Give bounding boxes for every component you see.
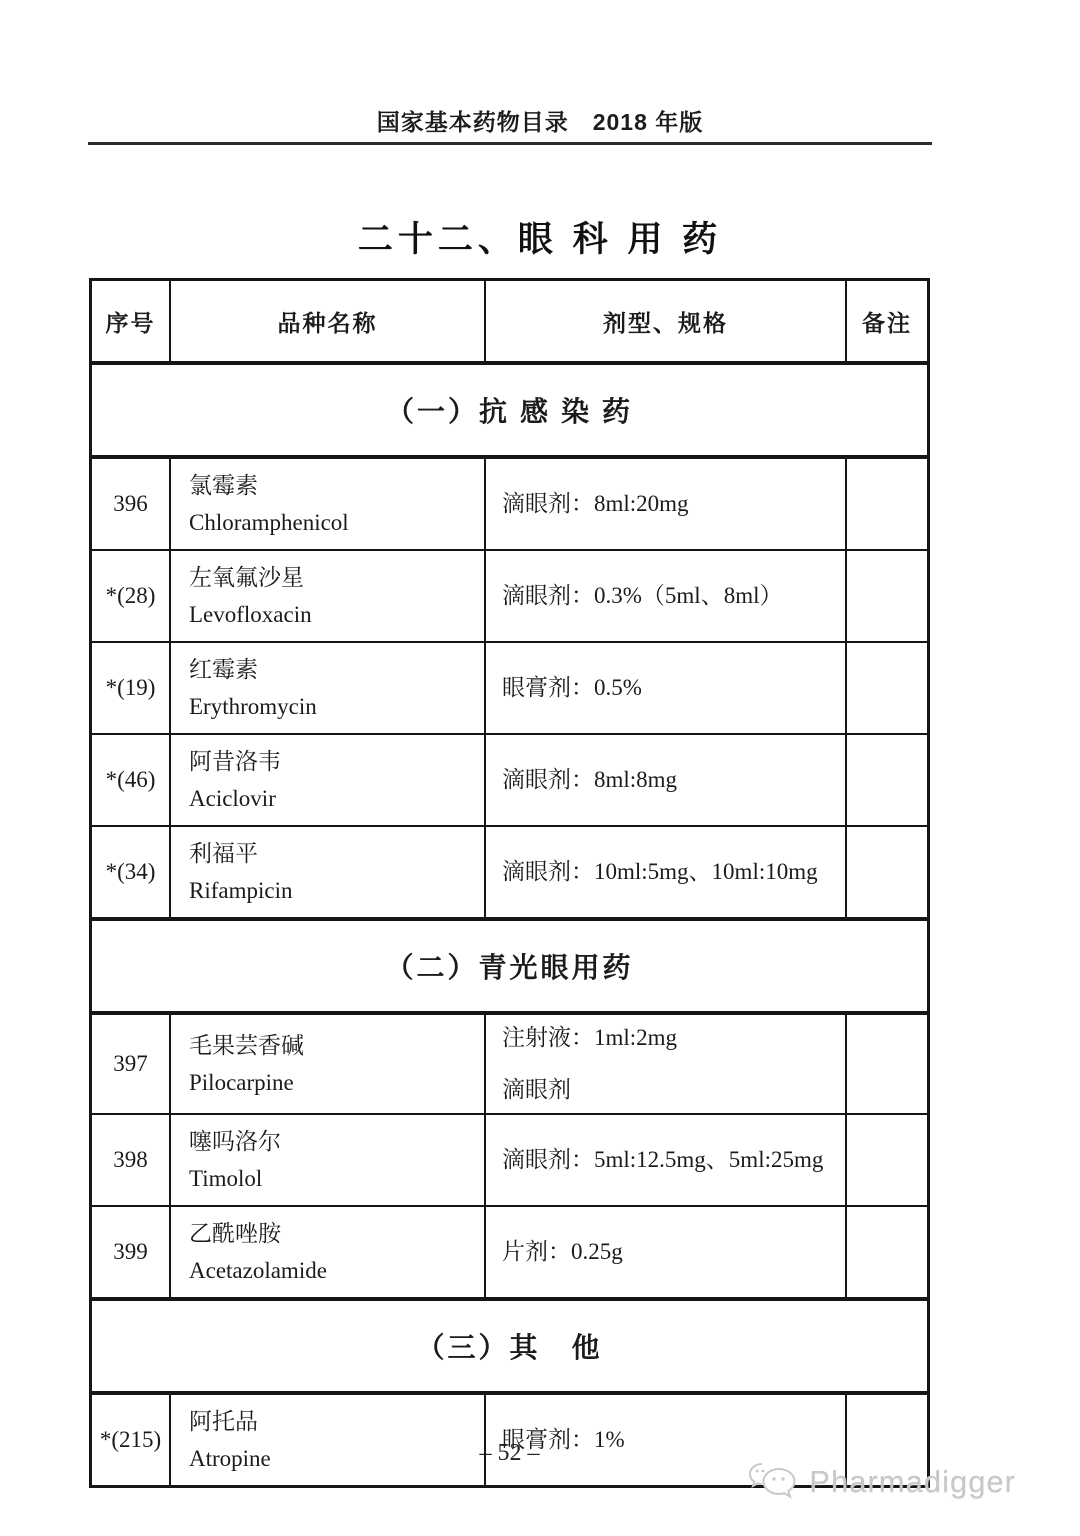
drug-name-cn: 阿托品 [189,1409,258,1434]
chat-bubbles-icon [746,1460,800,1504]
drug-name-cn: 乙酰唑胺 [189,1221,281,1246]
table-row [92,825,927,917]
watermark [746,1460,1016,1504]
drug-name-en: Aciclovir [189,786,276,811]
spec-cell [484,459,845,549]
table-row [92,733,927,825]
drug-name-en: Chloramphenicol [189,510,349,535]
serial-number: *(34) [105,859,156,884]
drug-name-cn: 利福平 [189,841,258,866]
drug-name-cell [169,827,484,917]
header-rule [88,142,932,145]
serial-number: *(28) [105,583,156,608]
drug-name-cell [169,551,484,641]
spec-line: 片剂：0.25g [502,1239,623,1264]
section-header-row: （一）抗 感 染 药 [92,361,927,455]
note-cell [845,1207,927,1297]
serial-cell [92,1115,169,1205]
serial-number: 399 [113,1239,148,1264]
drug-name-cell [169,1115,484,1205]
col-header-spec: 剂型、规格 [484,281,845,361]
col-header-note: 备注 [845,281,927,361]
chapter-title: 二十二、眼 科 用 药 [357,220,723,259]
page-header-title: 国家基本药物目录 2018 年版 [376,109,704,135]
table-row [92,1205,927,1297]
serial-cell [92,1207,169,1297]
spec-cell [484,1015,845,1113]
col-header-no: 序号 [105,309,156,336]
spec-line: 滴眼剂：8ml:8mg [502,767,678,792]
note-cell [845,827,927,917]
serial-cell [92,459,169,549]
serial-number: *(19) [105,675,156,700]
page-number: – 52 – [479,1440,540,1466]
drug-name-cn: 红霉素 [189,657,258,682]
table-row [92,455,927,549]
serial-cell [92,643,169,733]
table-row [92,1113,927,1205]
drug-name-en: Atropine [189,1446,271,1471]
spec-line: 眼膏剂：0.5% [502,675,642,700]
drug-table [89,278,930,1488]
drug-name-en: Rifampicin [189,878,293,903]
serial-cell [92,551,169,641]
note-cell [845,551,927,641]
serial-number: *(215) [99,1427,162,1452]
table-row [92,641,927,733]
spec-cell [484,551,845,641]
note-cell [845,1015,927,1113]
spec-line: 滴眼剂：0.3%（5ml、8ml） [502,583,783,608]
spec-cell [484,643,845,733]
note-cell [845,459,927,549]
watermark-brand: Pharmadigger [809,1464,1016,1499]
drug-name-cell [169,735,484,825]
serial-cell [92,1015,169,1113]
serial-number: 397 [113,1051,148,1076]
spec-cell [484,1115,845,1205]
spec-line: 滴眼剂：5ml:12.5mg、5ml:25mg [502,1147,824,1172]
spec-cell [484,827,845,917]
drug-name-cn: 毛果芸香碱 [189,1033,304,1058]
serial-number: 398 [113,1147,148,1172]
spec-line: 注射液：1ml:2mg [502,1025,678,1050]
spec-line: 滴眼剂：8ml:20mg [502,491,689,516]
drug-name-cell [169,1207,484,1297]
drug-name-cell [169,643,484,733]
drug-name-en: Pilocarpine [189,1070,294,1095]
spec-cell [484,735,845,825]
drug-name-en: Timolol [189,1166,263,1191]
section-header-row: （三）其 他 [92,1297,927,1391]
spec-line: 滴眼剂：10ml:5mg、10ml:10mg [502,859,818,884]
serial-number: 396 [113,491,148,516]
drug-name-cn: 阿昔洛韦 [189,749,281,774]
drug-name-en: Levofloxacin [189,602,312,627]
table-header-row [92,281,927,361]
spec-line: 眼膏剂：1% [502,1427,625,1452]
drug-name-cell [169,459,484,549]
table-row [92,1011,927,1113]
note-cell [845,1115,927,1205]
drug-name-cn: 噻吗洛尔 [189,1129,281,1154]
drug-name-cn: 氯霉素 [189,473,258,498]
serial-cell [92,735,169,825]
spec-line: 滴眼剂 [502,1077,571,1102]
col-header-name: 品种名称 [169,281,484,361]
note-cell [845,643,927,733]
serial-cell [92,827,169,917]
drug-name-cn: 左氧氟沙星 [189,565,304,590]
note-cell [845,735,927,825]
section-header-row: （二）青光眼用药 [92,917,927,1011]
drug-name-cell [169,1015,484,1113]
spec-cell [484,1207,845,1297]
table-row [92,549,927,641]
drug-name-en: Acetazolamide [189,1258,327,1283]
serial-number: *(46) [105,767,156,792]
drug-name-en: Erythromycin [189,694,317,719]
